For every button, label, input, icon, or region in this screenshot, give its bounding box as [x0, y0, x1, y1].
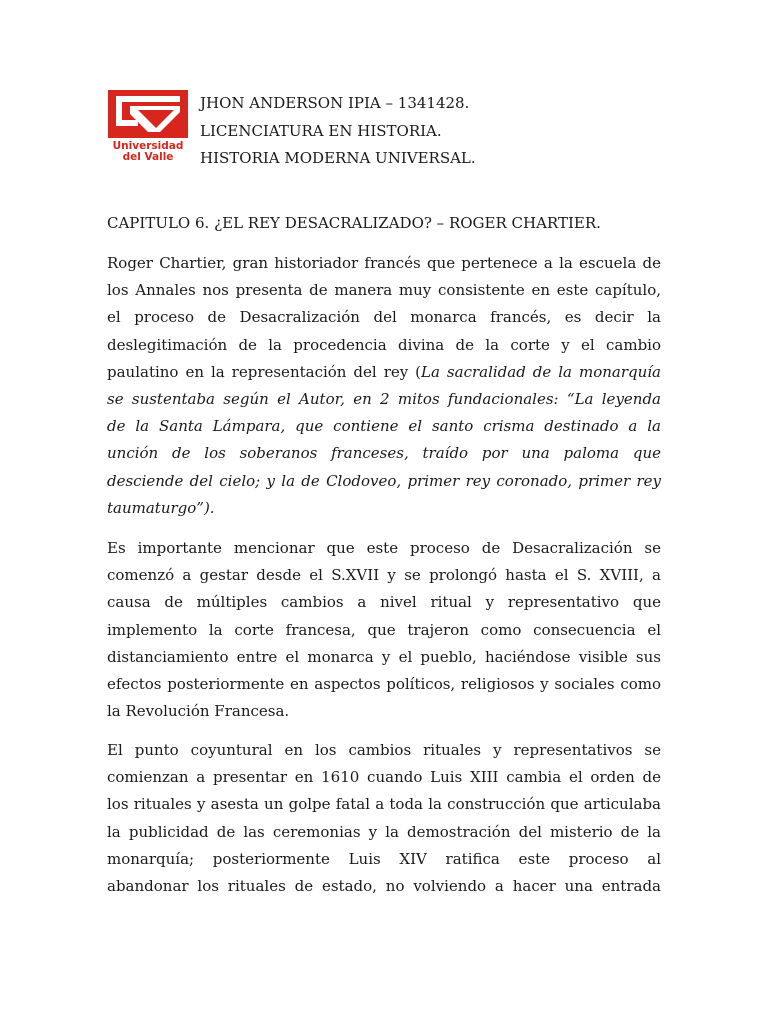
- paragraph-2: [107, 535, 661, 725]
- program-line: LICENCIATURA EN HISTORIA.: [200, 121, 442, 140]
- course-line: HISTORIA MODERNA UNIVERSAL.: [200, 149, 476, 167]
- text-line: abandonar los rituales de estado, no volviendo a hacer una entrada: [107, 877, 661, 896]
- logo-shield-icon: [108, 90, 188, 140]
- text-line: [107, 359, 661, 386]
- italic-text-run: La sacralidad de la monarquía: [421, 362, 662, 381]
- italic-text-line: desciende del cielo; y la de Clodoveo, primer rey coronado, primer rey: [107, 471, 661, 490]
- italic-text-line: de la Santa Lámpara, que contiene el santo crisma destinado a la: [107, 417, 661, 436]
- author-line: JHON ANDERSON IPIA – 1341428.: [200, 94, 470, 112]
- paragraph-1: [107, 250, 661, 522]
- text-line: implemento la corte francesa, que trajeron como consecuencia el: [107, 620, 661, 639]
- text-line: Es importante mencionar que este proceso de Desacralización se: [107, 539, 661, 557]
- text-line: los rituales y asesta un golpe fatal a toda la construcción que articulaba: [107, 795, 661, 814]
- text-line: Roger Chartier, gran historiador francés que pertenece a la escuela de: [107, 254, 661, 272]
- text-line: la publicidad de las ceremonias y la demostración del misterio de la: [107, 822, 661, 841]
- text-line: la Revolución Francesa.: [107, 702, 290, 721]
- text-line: El punto coyuntural en los cambios rituales y representativos se: [107, 741, 661, 759]
- text-line: causa de múltiples cambios a nivel ritual y representativo que: [107, 593, 661, 612]
- text-line: monarquía; posteriormente Luis XIV ratifica este proceso al: [107, 849, 661, 868]
- chapter-title: CAPITULO 6. ¿EL REY DESACRALIZADO? – ROGER CHARTIER.: [107, 214, 601, 232]
- italic-text-line: taumaturgo”).: [107, 498, 215, 517]
- university-logo: [108, 90, 188, 168]
- italic-text-line: se sustentaba según el Autor, en 2 mitos fundacionales: “La leyenda: [107, 390, 661, 409]
- paragraph-3: [107, 737, 661, 900]
- text-line: comienzan a presentar en 1610 cuando Luis XIII cambia el orden de: [107, 768, 661, 787]
- logo-line-2: del Valle: [122, 151, 174, 163]
- text-line: el proceso de Desacralización del monarca francés, es decir la: [107, 308, 661, 327]
- logo-line-1: Universidad: [112, 140, 184, 152]
- text-line: efectos posteriormente en aspectos políticos, religiosos y sociales como: [107, 675, 661, 694]
- text-line: deslegitimación de la procedencia divina de la corte y el cambio: [107, 335, 661, 354]
- text-line: los Annales nos presenta de manera muy consistente en este capítulo,: [107, 281, 661, 300]
- text-line: comenzó a gestar desde el S.XVII y se prolongó hasta el S. XVIII, a: [107, 566, 661, 585]
- text-line: distanciamiento entre el monarca y el pueblo, haciéndose visible sus: [107, 647, 661, 666]
- text-run: paulatino en la representación del rey (: [107, 362, 422, 381]
- italic-text-line: unción de los soberanos franceses, traído por una paloma que: [107, 444, 661, 463]
- document-header: [200, 90, 476, 173]
